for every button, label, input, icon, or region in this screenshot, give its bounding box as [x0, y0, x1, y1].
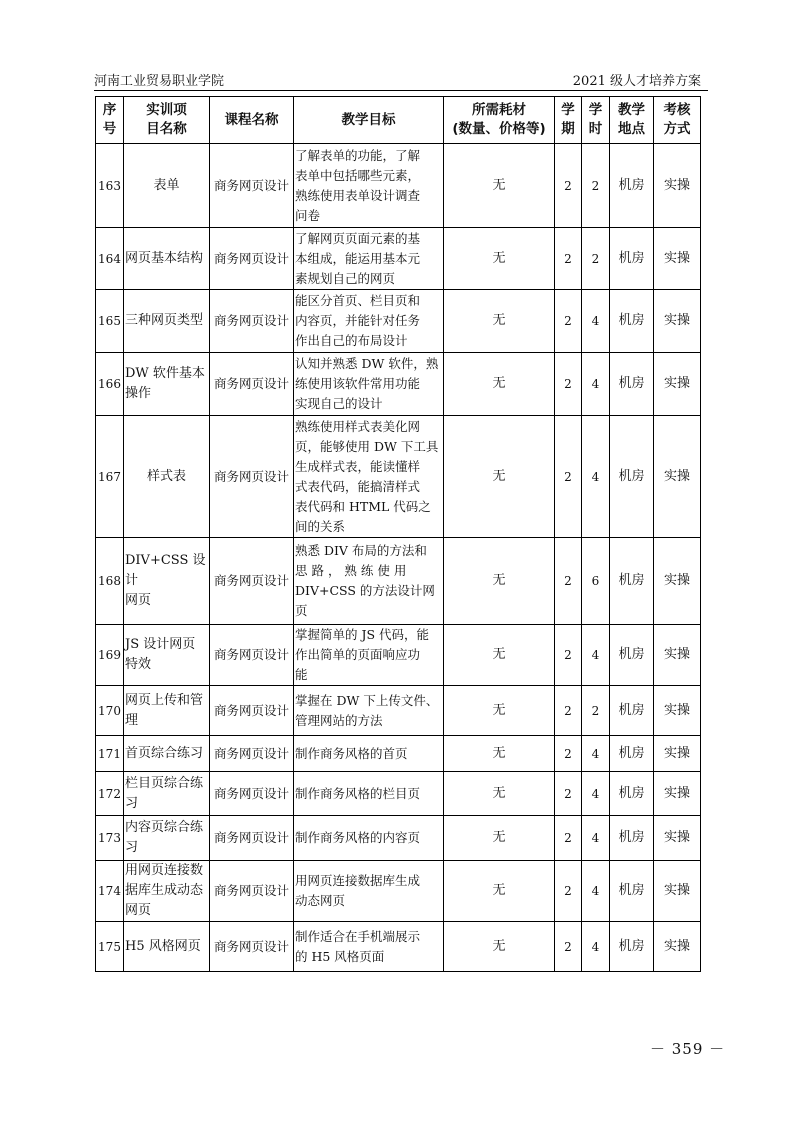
cell-location: 机房 [610, 538, 654, 625]
cell-course-name: 商务网页设计 [210, 816, 294, 861]
table-row [96, 686, 701, 736]
cell-assessment: 实操 [654, 736, 701, 772]
cell-line: 动态网页 [295, 893, 346, 908]
cell-no: 163 [96, 144, 124, 228]
cell-line: JS 设计网页 [125, 637, 196, 652]
cell-location: 机房 [610, 144, 654, 228]
table-row [96, 290, 701, 353]
cell-teaching-goal [294, 922, 444, 972]
cell-project-name [124, 144, 210, 228]
cell-line: DW 软件基本 [125, 366, 205, 381]
cell-semester: 2 [555, 686, 582, 736]
cell-materials: 无 [444, 144, 555, 228]
cell-no: 172 [96, 772, 124, 816]
table-row [96, 625, 701, 686]
cell-project-name [124, 686, 210, 736]
header-line: 期 [561, 121, 575, 137]
cell-location: 机房 [610, 816, 654, 861]
cell-course-name: 商务网页设计 [210, 290, 294, 353]
cell-line: 式表代码，能搞清样式 [295, 478, 421, 494]
cell-materials: 无 [444, 816, 555, 861]
cell-line: 习 [125, 795, 139, 811]
header-program: 2021 级人才培养方案 [572, 74, 701, 89]
header-hours [582, 97, 610, 144]
cell-line: 问卷 [295, 207, 321, 223]
page-number: － 359 － [650, 1040, 726, 1058]
cell-no: 173 [96, 816, 124, 861]
cell-semester: 2 [555, 625, 582, 686]
cell-line: 网页 [125, 903, 152, 918]
cell-hours: 4 [582, 772, 610, 816]
cell-line: 网页上传和管 [125, 692, 204, 708]
cell-course-name: 商务网页设计 [210, 228, 294, 290]
cell-line: 了解网页页面元素的基 [295, 230, 421, 246]
cell-teaching-goal [294, 772, 444, 816]
cell-project-name [124, 861, 210, 922]
cell-assessment: 实操 [654, 144, 701, 228]
cell-teaching-goal [294, 416, 444, 538]
cell-materials: 无 [444, 922, 555, 972]
cell-line: 本组成，能运用基本元 [295, 250, 421, 266]
cell-project-name [124, 353, 210, 416]
header-no [96, 97, 124, 144]
cell-location: 机房 [610, 861, 654, 922]
header-course-name [210, 97, 294, 144]
cell-line: 间的关系 [295, 518, 346, 534]
cell-line: 表代码和 HTML 代码之 [295, 498, 431, 514]
cell-project-name [124, 625, 210, 686]
cell-semester: 2 [555, 736, 582, 772]
table-row [96, 772, 701, 816]
cell-hours: 4 [582, 922, 610, 972]
cell-project-name [124, 772, 210, 816]
cell-teaching-goal [294, 625, 444, 686]
cell-location: 机房 [610, 772, 654, 816]
cell-line: 网页 [125, 593, 152, 608]
cell-assessment: 实操 [654, 772, 701, 816]
cell-teaching-goal [294, 538, 444, 625]
cell-semester: 2 [555, 353, 582, 416]
cell-hours: 2 [582, 144, 610, 228]
header-school: 河南工业贸易职业学院 [94, 74, 225, 89]
cell-line: 实现自己的设计 [295, 396, 383, 411]
cell-semester: 2 [555, 922, 582, 972]
cell-line: 熟练使用样式表美化网 [295, 418, 421, 434]
header-line: 时 [588, 121, 603, 137]
header-line: 教学目标 [341, 111, 396, 128]
cell-hours: 4 [582, 290, 610, 353]
cell-assessment: 实操 [654, 922, 701, 972]
cell-location: 机房 [610, 922, 654, 972]
header-line: 实训项 [146, 102, 187, 118]
header-location [610, 97, 654, 144]
cell-assessment: 实操 [654, 228, 701, 290]
cell-line: 掌握简单的 JS 代码，能 [295, 627, 430, 642]
cell-line: 作出自己的布局设计 [295, 333, 408, 348]
cell-semester: 2 [555, 290, 582, 353]
table-row [96, 538, 701, 625]
cell-line: 内容页，并能针对任务 [295, 313, 421, 328]
cell-course-name: 商务网页设计 [210, 625, 294, 686]
cell-materials: 无 [444, 228, 555, 290]
table-header-row [96, 97, 701, 144]
header-line: (数量、价格等) [452, 121, 546, 137]
header-assessment [654, 97, 701, 144]
cell-line: 熟悉 DIV 布局的方法和 [295, 543, 427, 558]
cell-line: 素规划自己的网页 [295, 270, 396, 286]
cell-materials: 无 [444, 416, 555, 538]
header-line: 学 [561, 102, 575, 118]
cell-teaching-goal [294, 736, 444, 772]
cell-line: 首页综合练习 [125, 745, 204, 761]
header-materials [444, 97, 555, 144]
cell-course-name: 商务网页设计 [210, 861, 294, 922]
cell-project-name [124, 538, 210, 625]
cell-no: 175 [96, 922, 124, 972]
cell-hours: 4 [582, 416, 610, 538]
cell-no: 164 [96, 228, 124, 290]
cell-hours: 6 [582, 538, 610, 625]
cell-course-name: 商务网页设计 [210, 416, 294, 538]
cell-semester: 2 [555, 861, 582, 922]
cell-line: DIV+CSS 设计 [125, 553, 206, 588]
header-rule [94, 90, 708, 91]
table-row [96, 353, 701, 416]
cell-assessment: 实操 [654, 290, 701, 353]
cell-course-name: 商务网页设计 [210, 772, 294, 816]
cell-line: 据库生成动态 [125, 883, 204, 898]
cell-line: 页 [295, 603, 308, 618]
cell-teaching-goal [294, 290, 444, 353]
cell-no: 166 [96, 353, 124, 416]
header-project-name [124, 97, 210, 144]
cell-materials: 无 [444, 625, 555, 686]
cell-materials: 无 [444, 772, 555, 816]
cell-line: 用网页连接数 [125, 863, 204, 878]
cell-line: 操作 [125, 386, 152, 401]
cell-semester: 2 [555, 816, 582, 861]
cell-no: 168 [96, 538, 124, 625]
cell-no: 167 [96, 416, 124, 538]
cell-line: 栏目页综合练 [125, 775, 204, 791]
cell-semester: 2 [555, 772, 582, 816]
cell-hours: 4 [582, 625, 610, 686]
cell-project-name [124, 228, 210, 290]
table-row [96, 816, 701, 861]
header-line: 方式 [663, 121, 691, 137]
cell-line: 熟练使用表单设计调查 [295, 187, 421, 203]
cell-line: 能区分首页、栏目页和 [295, 293, 421, 308]
cell-no: 165 [96, 290, 124, 353]
cell-location: 机房 [610, 290, 654, 353]
cell-location: 机房 [610, 228, 654, 290]
cell-assessment: 实操 [654, 686, 701, 736]
cell-assessment: 实操 [654, 353, 701, 416]
cell-project-name [124, 922, 210, 972]
cell-hours: 4 [582, 353, 610, 416]
cell-project-name [124, 416, 210, 538]
cell-course-name: 商务网页设计 [210, 686, 294, 736]
cell-line: 表单中包括哪些元素， [295, 167, 421, 183]
cell-teaching-goal [294, 686, 444, 736]
cell-teaching-goal [294, 144, 444, 228]
cell-line: DIV+CSS 的方法设计网 [295, 583, 435, 598]
cell-materials: 无 [444, 736, 555, 772]
header-teaching-goal [294, 97, 444, 144]
table-row [96, 144, 701, 228]
header-line: 号 [102, 121, 117, 137]
cell-assessment: 实操 [654, 816, 701, 861]
cell-line: 认知并熟悉 DW 软件，熟 [295, 356, 439, 371]
cell-course-name: 商务网页设计 [210, 922, 294, 972]
cell-line: 的 H5 风格页面 [295, 948, 385, 964]
cell-line: 内容页综合练 [125, 820, 204, 835]
cell-line: 思 路 ， 熟 练 使 用 [295, 563, 407, 578]
cell-hours: 4 [582, 861, 610, 922]
table-row [96, 416, 701, 538]
cell-hours: 4 [582, 736, 610, 772]
cell-line: 掌握在 DW 下上传文件、 [295, 692, 439, 708]
cell-line: 练使用该软件常用功能 [295, 376, 421, 391]
cell-line: 生成样式表，能读懂样 [295, 458, 421, 474]
table-row [96, 922, 701, 972]
cell-assessment: 实操 [654, 861, 701, 922]
cell-line: 理 [125, 712, 139, 728]
cell-location: 机房 [610, 416, 654, 538]
cell-project-name [124, 736, 210, 772]
cell-line: 用网页连接数据库生成 [295, 873, 421, 888]
cell-course-name: 商务网页设计 [210, 736, 294, 772]
header-line: 考核 [663, 102, 691, 118]
cell-course-name: 商务网页设计 [210, 353, 294, 416]
cell-materials: 无 [444, 353, 555, 416]
cell-line: 特效 [125, 657, 152, 672]
cell-no: 174 [96, 861, 124, 922]
cell-line: 制作适合在手机端展示 [295, 928, 421, 944]
cell-line: H5 风格网页 [125, 938, 201, 954]
table-row [96, 228, 701, 290]
table-row [96, 861, 701, 922]
header-line: 序 [102, 102, 117, 118]
cell-line: 作出简单的页面响应功 [295, 647, 421, 662]
header-line: 学 [588, 102, 603, 118]
cell-no: 169 [96, 625, 124, 686]
cell-materials: 无 [444, 538, 555, 625]
cell-line: 制作商务风格的首页 [295, 745, 408, 761]
cell-course-name: 商务网页设计 [210, 538, 294, 625]
cell-no: 171 [96, 736, 124, 772]
cell-project-name [124, 290, 210, 353]
cell-materials: 无 [444, 861, 555, 922]
cell-hours: 2 [582, 686, 610, 736]
cell-assessment: 实操 [654, 416, 701, 538]
cell-location: 机房 [610, 736, 654, 772]
cell-line: 制作商务风格的栏目页 [295, 785, 421, 801]
cell-line: 样式表 [146, 468, 186, 484]
cell-line: 表单 [153, 177, 180, 193]
cell-project-name [124, 816, 210, 861]
table-row [96, 736, 701, 772]
cell-location: 机房 [610, 625, 654, 686]
header-line: 所需耗材 [472, 102, 526, 118]
cell-teaching-goal [294, 816, 444, 861]
cell-assessment: 实操 [654, 538, 701, 625]
cell-materials: 无 [444, 290, 555, 353]
cell-teaching-goal [294, 861, 444, 922]
cell-line: 制作商务风格的内容页 [295, 830, 421, 845]
cell-semester: 2 [555, 416, 582, 538]
cell-line: 习 [125, 840, 139, 855]
cell-course-name: 商务网页设计 [210, 144, 294, 228]
cell-line: 网页基本结构 [125, 250, 204, 266]
header-semester [555, 97, 582, 144]
cell-line: 管理网站的方法 [295, 712, 383, 728]
cell-line: 页，能够使用 DW 下工具 [295, 438, 439, 454]
cell-teaching-goal [294, 228, 444, 290]
cell-location: 机房 [610, 686, 654, 736]
cell-materials: 无 [444, 686, 555, 736]
header-line: 教学 [618, 102, 645, 118]
cell-assessment: 实操 [654, 625, 701, 686]
header-line: 课程名称 [224, 111, 279, 128]
cell-line: 能 [295, 667, 308, 682]
cell-line: 了解表单的功能，了解 [295, 147, 421, 163]
cell-semester: 2 [555, 538, 582, 625]
cell-semester: 2 [555, 144, 582, 228]
cell-line: 三种网页类型 [125, 313, 204, 328]
cell-hours: 4 [582, 816, 610, 861]
cell-no: 170 [96, 686, 124, 736]
header-line: 地点 [618, 121, 645, 137]
cell-location: 机房 [610, 353, 654, 416]
training-table [95, 96, 701, 972]
header-line: 目名称 [146, 121, 187, 137]
cell-semester: 2 [555, 228, 582, 290]
cell-hours: 2 [582, 228, 610, 290]
cell-teaching-goal [294, 353, 444, 416]
